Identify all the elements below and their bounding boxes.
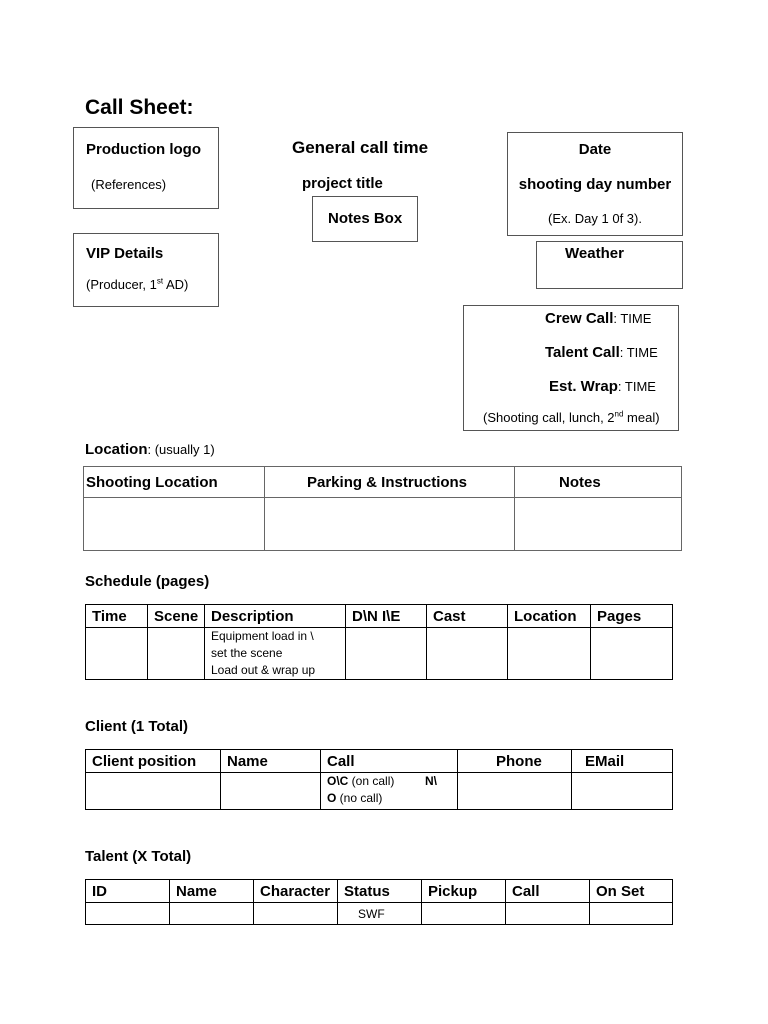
client-col-name: Name bbox=[221, 750, 321, 773]
shooting-day-example: (Ex. Day 1 0f 3). bbox=[548, 211, 642, 226]
talent-col-status: Status bbox=[338, 880, 422, 903]
talent-cell-character[interactable] bbox=[254, 903, 338, 925]
location-cell-parking[interactable] bbox=[265, 498, 515, 551]
vip-details-box bbox=[73, 233, 219, 307]
talent-table bbox=[85, 879, 673, 925]
location-col-shooting-location: Shooting Location bbox=[84, 467, 265, 498]
location-table bbox=[83, 466, 682, 551]
schedule-cell-scene[interactable] bbox=[148, 628, 205, 680]
production-logo-box bbox=[73, 127, 219, 209]
talent-cell-id[interactable] bbox=[86, 903, 170, 925]
talent-cell-on-set[interactable] bbox=[590, 903, 673, 925]
talent-cell-status[interactable]: SWF bbox=[338, 903, 422, 925]
schedule-col-cast: Cast bbox=[427, 605, 508, 628]
schedule-heading: Schedule (pages) bbox=[85, 573, 210, 590]
client-cell-position[interactable] bbox=[86, 773, 221, 810]
schedule-cell-description[interactable] bbox=[205, 628, 346, 680]
date-label: Date bbox=[578, 141, 612, 158]
client-col-position: Client position bbox=[86, 750, 221, 773]
schedule-table bbox=[85, 604, 673, 680]
description-line: Load out & wrap up bbox=[211, 663, 316, 677]
talent-col-id: ID bbox=[86, 880, 170, 903]
date-box bbox=[507, 132, 683, 236]
talent-col-name: Name bbox=[170, 880, 254, 903]
notes-box-label: Notes Box bbox=[328, 210, 403, 227]
schedule-col-pages: Pages bbox=[591, 605, 673, 628]
crew-call: Crew Call: TIME bbox=[545, 310, 652, 327]
talent-cell-name[interactable] bbox=[170, 903, 254, 925]
location-col-parking: Parking & Instructions bbox=[265, 467, 515, 498]
call-no-call-line: O (no call) bbox=[327, 791, 383, 805]
schedule-col-scene: Scene bbox=[148, 605, 205, 628]
talent-call: Talent Call: TIME bbox=[545, 344, 658, 361]
client-heading: Client (1 Total) bbox=[85, 718, 189, 735]
client-cell-email[interactable] bbox=[572, 773, 673, 810]
schedule-col-description: Description bbox=[205, 605, 346, 628]
talent-cell-pickup[interactable] bbox=[422, 903, 506, 925]
location-heading: Location: (usually 1) bbox=[85, 441, 215, 458]
location-cell-shooting[interactable] bbox=[84, 498, 265, 551]
call-on-call-line: O\C (on call) N\ bbox=[327, 774, 437, 788]
schedule-cell-pages[interactable] bbox=[591, 628, 673, 680]
notes-box bbox=[312, 196, 418, 242]
schedule-cell-location[interactable] bbox=[508, 628, 591, 680]
vip-details-sub: (Producer, 1st AD) bbox=[86, 276, 189, 292]
production-logo-references: (References) bbox=[91, 177, 167, 192]
talent-col-call: Call bbox=[506, 880, 590, 903]
schedule-cell-cast[interactable] bbox=[427, 628, 508, 680]
weather-label: Weather bbox=[565, 245, 624, 262]
description-line: set the scene bbox=[211, 646, 283, 660]
production-logo-label: Production logo bbox=[86, 141, 201, 158]
client-cell-call[interactable] bbox=[321, 773, 458, 810]
schedule-col-location: Location bbox=[508, 605, 591, 628]
client-col-call: Call bbox=[321, 750, 458, 773]
client-cell-phone[interactable] bbox=[458, 773, 572, 810]
schedule-cell-time[interactable] bbox=[86, 628, 148, 680]
schedule-col-day-night: D\N I\E bbox=[346, 605, 427, 628]
schedule-col-time: Time bbox=[86, 605, 148, 628]
client-cell-name[interactable] bbox=[221, 773, 321, 810]
location-cell-notes[interactable] bbox=[515, 498, 682, 551]
page-title: Call Sheet: bbox=[85, 96, 194, 119]
est-wrap: Est. Wrap: TIME bbox=[549, 378, 656, 395]
general-call-time: General call time bbox=[292, 138, 429, 157]
vip-details-label: VIP Details bbox=[86, 245, 164, 262]
talent-col-pickup: Pickup bbox=[422, 880, 506, 903]
client-table bbox=[85, 749, 673, 810]
talent-col-on-set: On Set bbox=[590, 880, 673, 903]
weather-box bbox=[536, 241, 683, 289]
location-col-notes: Notes bbox=[515, 467, 682, 498]
talent-cell-call[interactable] bbox=[506, 903, 590, 925]
client-col-phone: Phone bbox=[458, 750, 572, 773]
client-col-email: EMail bbox=[572, 750, 673, 773]
project-title: project title bbox=[302, 175, 383, 192]
call-times-box bbox=[463, 305, 679, 431]
schedule-cell-day-night[interactable] bbox=[346, 628, 427, 680]
description-line: Equipment load in \ bbox=[211, 629, 314, 643]
shooting-day-number: shooting day number bbox=[518, 176, 672, 193]
talent-col-character: Character bbox=[254, 880, 338, 903]
call-times-note: (Shooting call, lunch, 2nd meal) bbox=[483, 409, 660, 425]
talent-heading: Talent (X Total) bbox=[85, 848, 192, 865]
